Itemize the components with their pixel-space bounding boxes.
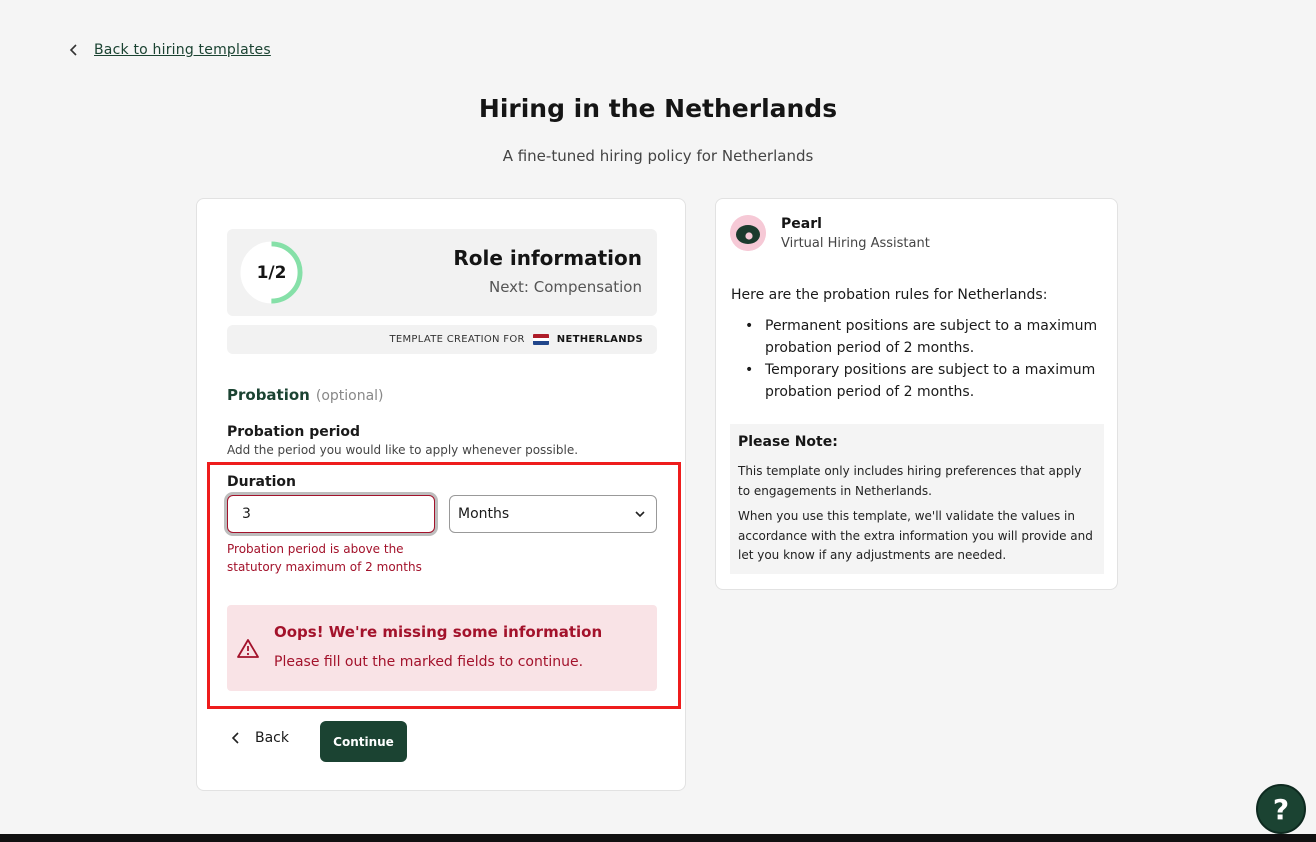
probation-title-text: Probation xyxy=(227,386,310,404)
alert-body: Please fill out the marked fields to continue. xyxy=(274,654,584,670)
back-link-label[interactable]: Back to hiring templates xyxy=(94,42,271,58)
duration-input[interactable] xyxy=(227,495,435,533)
step-indicator xyxy=(227,229,657,316)
rules-intro: Here are the probation rules for Netherlands: xyxy=(731,287,1048,303)
unit-selected-value: Months xyxy=(458,506,510,522)
step-count: 1/2 xyxy=(256,262,287,283)
template-country-strip xyxy=(227,325,657,354)
template-creation-label: TEMPLATE CREATION FOR xyxy=(389,334,525,345)
chevron-down-icon xyxy=(634,510,646,518)
assistant-name: Pearl xyxy=(781,216,822,232)
probation-period-title: Probation period xyxy=(227,424,361,440)
template-country: NETHERLANDS xyxy=(556,334,643,345)
note-paragraph: When you use this template, we'll validate the values in accordance with the extra information you will provide and let you know if any adjustments are needed. xyxy=(738,509,1093,562)
missing-info-alert xyxy=(227,605,657,691)
chevron-left-icon xyxy=(68,43,80,57)
rules-list xyxy=(745,315,1110,403)
note-title: Please Note: xyxy=(738,434,838,450)
help-button[interactable]: ? xyxy=(1256,784,1306,834)
pearl-avatar-icon xyxy=(730,215,766,251)
note-box xyxy=(730,424,1104,574)
probation-section-title xyxy=(227,386,384,404)
rule-text: Temporary positions are subject to a maximum probation period of 2 months. xyxy=(765,362,1096,400)
step-title: Role information xyxy=(453,246,642,270)
rule-item: • Permanent positions are subject to a maximum probation period of 2 months. xyxy=(745,318,1098,356)
note-paragraph: This template only includes hiring preferences that apply to engagements in Netherlands. xyxy=(738,464,1082,498)
next-step-label: Next: Compensation xyxy=(488,278,642,296)
netherlands-flag-icon xyxy=(533,334,549,345)
page-title: Hiring in the Netherlands xyxy=(478,94,838,123)
back-button-label[interactable]: Back xyxy=(255,730,289,746)
role-information-card xyxy=(196,198,686,791)
chevron-left-icon xyxy=(231,731,241,745)
alert-title: Oops! We're missing some information xyxy=(274,623,603,641)
duration-label: Duration xyxy=(227,474,297,490)
rule-item: • Temporary positions are subject to a maximum probation period of 2 months. xyxy=(745,362,1096,400)
warning-icon xyxy=(237,638,259,658)
assistant-card xyxy=(715,198,1118,590)
probation-period-help: Add the period you would like to apply whenever possible. xyxy=(227,443,579,457)
window-bottom-edge xyxy=(0,834,1316,842)
duration-unit-select[interactable] xyxy=(449,495,657,533)
page-subtitle: A fine-tuned hiring policy for Netherlands xyxy=(502,147,814,165)
back-button[interactable] xyxy=(231,730,289,746)
assistant-role: Virtual Hiring Assistant xyxy=(781,236,930,251)
rule-text: Permanent positions are subject to a maximum probation period of 2 months. xyxy=(765,318,1098,356)
duration-error-message: Probation period is above the statutory maximum of 2 months xyxy=(227,542,422,574)
back-to-templates-link[interactable] xyxy=(68,42,271,58)
continue-button[interactable]: Continue xyxy=(320,721,407,762)
optional-label: (optional) xyxy=(315,388,384,404)
